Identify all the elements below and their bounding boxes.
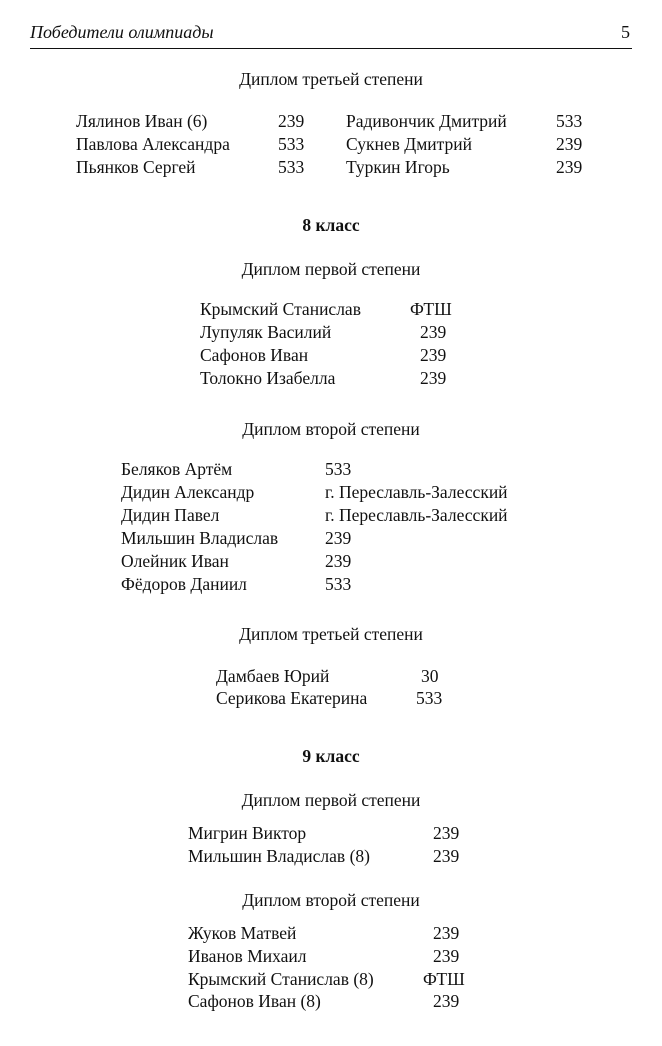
- winner-name: Крымский Станислав (8): [188, 969, 374, 989]
- winner-school: 239: [556, 157, 583, 177]
- winner-school: 239: [420, 345, 447, 365]
- winner-name: Туркин Игорь: [346, 157, 450, 177]
- winner-name: Лялинов Иван (6): [76, 111, 208, 131]
- winner-school: 239: [433, 923, 460, 943]
- winner-school: 239: [420, 322, 447, 342]
- winner-school: 239: [325, 528, 352, 548]
- caption-9-first: Диплом первой степени: [241, 790, 421, 810]
- class-heading-9: 9 класс: [302, 746, 360, 766]
- winner-name: Дидин Павел: [121, 505, 220, 525]
- caption-9-second: Диплом второй степени: [242, 890, 420, 910]
- winner-name: Дидин Александр: [121, 482, 255, 502]
- winner-school: 239: [556, 134, 583, 154]
- winner-name: Фёдоров Даниил: [121, 574, 247, 594]
- running-head: [30, 22, 632, 49]
- winner-name: Радивончик Дмитрий: [346, 111, 507, 131]
- page-number: 5: [621, 22, 630, 42]
- winner-school: 533: [278, 157, 305, 177]
- winner-name: Лупуляк Василий: [200, 322, 332, 342]
- winner-name: Беляков Артём: [121, 459, 233, 479]
- winner-name: Мильшин Владислав: [121, 528, 279, 548]
- winner-name: Мигрин Виктор: [188, 823, 307, 843]
- winner-school: г. Переславль-Залесский: [325, 505, 508, 525]
- winner-school: 533: [416, 688, 443, 708]
- winner-name: Дамбаев Юрий: [216, 666, 330, 686]
- winner-name: Крымский Станислав: [200, 299, 361, 319]
- winner-school: 239: [278, 111, 305, 131]
- winner-school: 239: [325, 551, 352, 571]
- winner-name: Павлова Александра: [76, 134, 230, 154]
- winner-name: Сафонов Иван (8): [188, 991, 321, 1011]
- winner-name: Сафонов Иван: [200, 345, 309, 365]
- winner-school: 239: [433, 823, 460, 843]
- caption-8-first: Диплом первой степени: [241, 259, 421, 279]
- winner-school: 30: [421, 666, 439, 686]
- winner-name: Толокно Изабелла: [200, 368, 336, 388]
- winner-name: Мильшин Владислав (8): [188, 846, 370, 866]
- winner-school: 239: [433, 846, 460, 866]
- class-heading-8: 8 класс: [302, 215, 360, 235]
- winner-school: 239: [433, 991, 460, 1011]
- winner-school: 239: [433, 946, 460, 966]
- winner-school: ФТШ: [410, 299, 452, 319]
- winner-school: 239: [420, 368, 447, 388]
- winner-school: ФТШ: [423, 969, 465, 989]
- caption-7-third: Диплом третьей степени: [239, 69, 423, 89]
- winner-school: 533: [556, 111, 583, 131]
- winner-name: Сукнев Дмитрий: [346, 134, 472, 154]
- winner-name: Пьянков Сергей: [76, 157, 196, 177]
- winner-school: 533: [325, 459, 352, 479]
- running-title: Победители олимпиады: [30, 22, 214, 42]
- caption-8-second: Диплом второй степени: [242, 419, 420, 439]
- winner-name: Иванов Михаил: [188, 946, 307, 966]
- caption-8-third: Диплом третьей степени: [239, 624, 423, 644]
- winner-school: г. Переславль-Залесский: [325, 482, 508, 502]
- winner-name: Жуков Матвей: [188, 923, 297, 943]
- winner-name: Олейник Иван: [121, 551, 229, 571]
- winner-school: 533: [278, 134, 305, 154]
- winner-name: Серикова Екатерина: [216, 688, 368, 708]
- winner-school: 533: [325, 574, 352, 594]
